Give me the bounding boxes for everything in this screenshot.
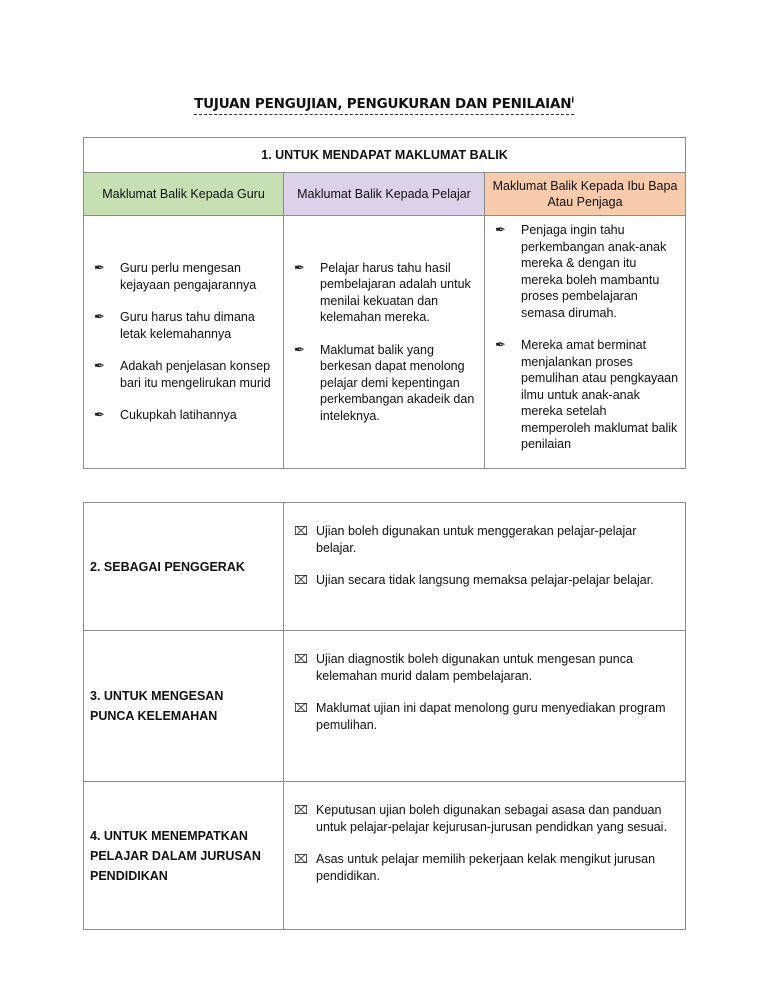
list-item-text: Guru perlu mengesan kejayaan pengajarannya	[120, 261, 257, 292]
list-item-text: Asas untuk pelajar memilih pekerjaan kelak mengikut jurusan pendidikan.	[316, 852, 656, 883]
list-item-text: Ujian diagnostik boleh digunakan untuk mengesan punca kelemahan murid dalam pembelajaran.	[316, 652, 633, 683]
row-label-kelemahan: 3. UNTUK MENGESAN PUNCA KELEMAHAN	[84, 631, 284, 782]
feedback-table	[83, 137, 686, 469]
feedback-body-row	[84, 216, 686, 469]
list-item	[290, 851, 675, 884]
envelope-x-icon: ⌧	[294, 701, 308, 715]
list-item-text: Keputusan ujian boleh digunakan sebagai asasa dan panduan untuk pelajar-pelajar kejurusan-jurusan pendidkan yang sesuai.	[316, 803, 667, 834]
title-footnote-mark: i	[571, 95, 574, 104]
list-item	[290, 342, 478, 425]
envelope-x-icon: ⌧	[294, 524, 308, 538]
quill-pen-icon: ✒	[495, 222, 506, 237]
column-pelajar-content	[284, 216, 484, 468]
quill-pen-icon: ✒	[94, 407, 105, 423]
title-label: TUJUAN PENGUJIAN, PENGUKURAN DAN PENILAIAN	[194, 95, 572, 112]
quill-pen-icon: ✒	[94, 309, 105, 325]
list-item	[90, 358, 277, 391]
penggerak-list	[290, 523, 675, 589]
list-item	[290, 802, 675, 835]
list-item	[290, 572, 675, 589]
list-item-text: Mereka amat berminat menjalankan proses pemulihan atau pengkayaan ilmu untuk anak-anak mereka setelah memperoleh maklumat balik penilaian	[521, 338, 679, 451]
list-item	[90, 260, 277, 293]
list-item	[491, 337, 679, 453]
table-row	[84, 503, 686, 631]
feedback-heading-row	[84, 138, 686, 173]
list-item-text: Maklumat balik yang berkesan dapat menolong pelajar demi kepentingan perkembangan akadeik dan inteleknya.	[320, 342, 475, 423]
list-item	[290, 651, 675, 684]
list-item	[290, 260, 478, 326]
column-guru-content	[84, 216, 283, 468]
column-pelajar	[284, 216, 485, 469]
list-item-text: Adakah penjelasan konsep bari itu mengelirukan murid	[120, 359, 271, 390]
ibu-bapa-list	[491, 222, 679, 453]
row-label-jurusan: 4. UNTUK MENEMPATKAN PELAJAR DALAM JURUSAN PENDIDIKAN	[84, 782, 284, 930]
envelope-x-icon: ⌧	[294, 803, 308, 817]
kelemahan-list	[290, 651, 675, 733]
feedback-heading: 1. UNTUK MENDAPAT MAKLUMAT BALIK	[84, 138, 686, 173]
column-header-pelajar: Maklumat Balik Kepada Pelajar	[284, 173, 485, 216]
page-title-text	[194, 96, 574, 115]
row-content	[284, 782, 686, 930]
row-label-penggerak: 2. SEBAGAI PENGGERAK	[84, 503, 284, 631]
guru-list	[90, 260, 277, 424]
table-row	[84, 782, 686, 930]
pelajar-list	[290, 260, 478, 425]
quill-pen-icon: ✒	[94, 358, 105, 374]
table-row	[84, 631, 686, 782]
feedback-column-headers	[84, 173, 686, 216]
jurusan-list	[290, 802, 675, 884]
column-header-ibu-bapa: Maklumat Balik Kepada Ibu Bapa Atau Penjaga	[485, 173, 686, 216]
column-ibu-bapa	[485, 216, 686, 469]
list-item	[290, 700, 675, 733]
purpose-table	[83, 502, 686, 930]
list-item	[491, 222, 679, 321]
list-item	[90, 309, 277, 342]
list-item	[290, 523, 675, 556]
column-header-guru: Maklumat Balik Kepada Guru	[84, 173, 284, 216]
envelope-x-icon: ⌧	[294, 573, 308, 587]
list-item-text: Cukupkah latihannya	[120, 408, 237, 423]
list-item-text: Pelajar harus tahu hasil pembelajaran adalah untuk menilai kekuatan dan kelemahan mereka.	[320, 260, 471, 325]
list-item-text: Maklumat ujian ini dapat menolong guru menyediakan program pemulihan.	[316, 701, 666, 732]
quill-pen-icon: ✒	[94, 260, 105, 276]
quill-pen-icon: ✒	[495, 337, 506, 352]
quill-pen-icon: ✒	[294, 259, 305, 275]
row-content	[284, 503, 686, 631]
list-item	[90, 407, 277, 424]
quill-pen-icon: ✒	[294, 341, 305, 357]
list-item-text: Ujian secara tidak langsung memaksa pelajar-pelajar belajar.	[316, 573, 654, 587]
list-item-text: Guru harus tahu dimana letak kelemahannya	[120, 310, 255, 341]
column-ibu-bapa-content	[485, 216, 685, 468]
list-item-text: Penjaga ingin tahu perkembangan anak-anak mereka & dengan itu mereka boleh mambantu proses pembelajaran semasa dirumah.	[521, 223, 667, 320]
envelope-x-icon: ⌧	[294, 652, 308, 666]
page-title	[0, 95, 768, 112]
column-guru	[84, 216, 284, 469]
envelope-x-icon: ⌧	[294, 852, 308, 866]
list-item-text: Ujian boleh digunakan untuk menggerakan pelajar-pelajar belajar.	[316, 524, 637, 555]
row-content	[284, 631, 686, 782]
